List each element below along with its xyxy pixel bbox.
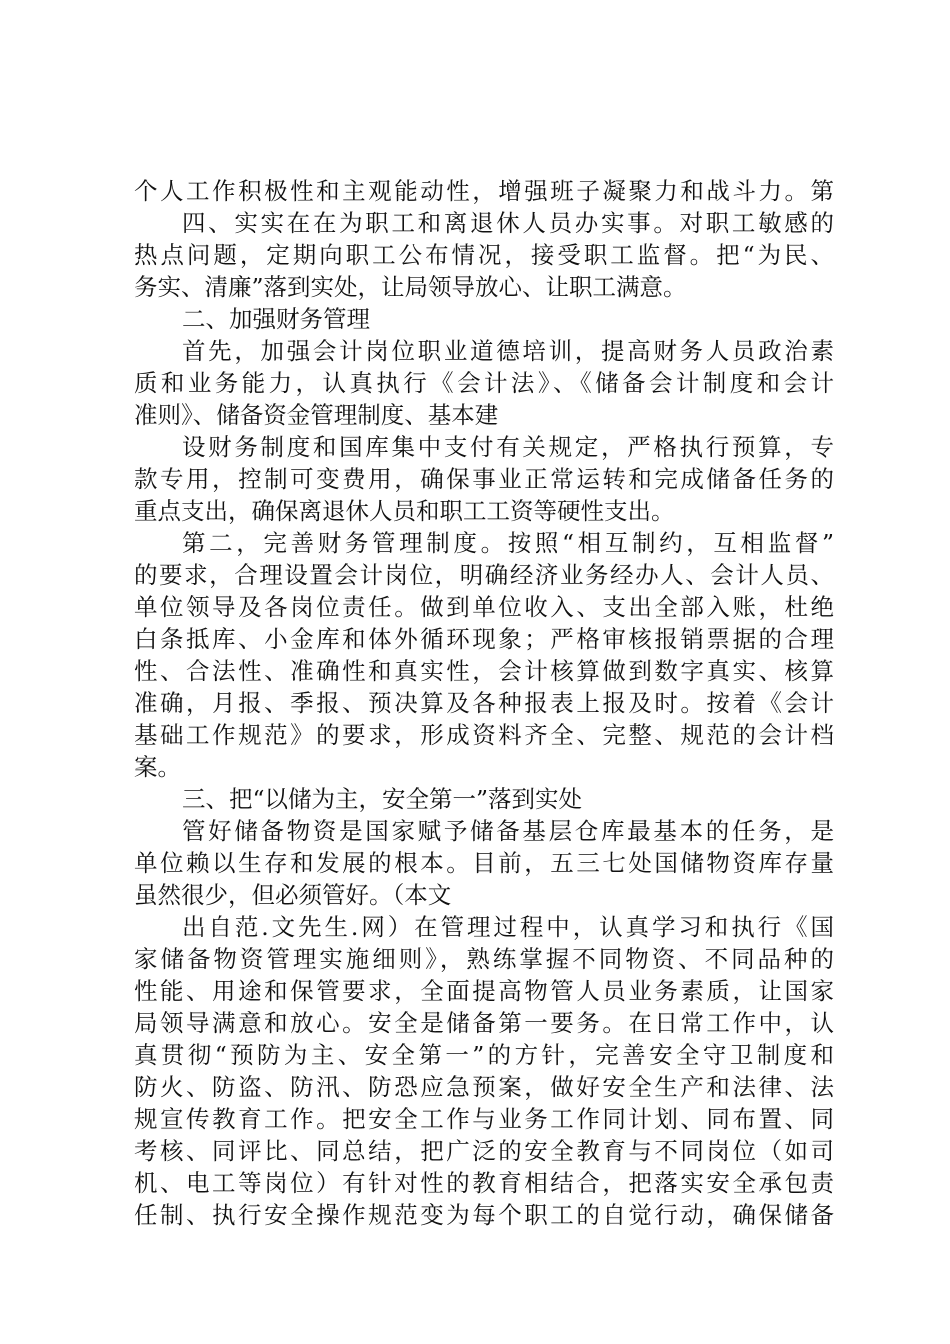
text-line: 的要求，合理设置会计岗位，明确经济业务经办人、会计人员、 xyxy=(134,561,834,589)
text-line: 设财务制度和国库集中支付有关规定，严格执行预算，专 xyxy=(182,433,834,461)
text-line: 首先，加强会计岗位职业道德培训，提高财务人员政治素 xyxy=(182,337,834,365)
text-line: 性、合法性、准确性和真实性，会计核算做到数字真实、核算 xyxy=(134,657,834,685)
text-line: 防火、防盗、防汛、防恐应急预案，做好安全生产和法律、法 xyxy=(134,1073,834,1101)
text-line: 个人工作积极性和主观能动性，增强班子凝聚力和战斗力。第 xyxy=(134,177,834,205)
text-line: 家储备物资管理实施细则》，熟练掌握不同物资、不同品种的 xyxy=(134,945,834,973)
text-line: 性能、用途和保管要求，全面提高物管人员业务素质，让国家 xyxy=(134,977,834,1005)
text-line: 热点问题，定期向职工公布情况，接受职工监督。把“为民、 xyxy=(134,241,834,269)
text-line: 质和业务能力，认真执行《会计法》、《储备会计制度和会计 xyxy=(134,369,834,397)
text-line: 单位赖以生存和发展的根本。目前，五三七处国储物资库存量 xyxy=(134,849,834,877)
text-line: 管好储备物资是国家赋予储备基层仓库最基本的任务，是 xyxy=(182,817,834,845)
text-line: 真贯彻“预防为主、安全第一”的方针，完善安全守卫制度和 xyxy=(134,1041,834,1069)
text-line: 案。 xyxy=(134,753,181,781)
text-line: 出自范.文先生.网）在管理过程中，认真学习和执行《国 xyxy=(182,913,834,941)
text-line: 白条抵库、小金库和体外循环现象；严格审核报销票据的合理 xyxy=(134,625,834,653)
text-line: 机、电工等岗位）有针对性的教育相结合，把落实安全承包责 xyxy=(134,1169,834,1197)
text-line: 务实、清廉”落到实处，让局领导放心、让职工满意。 xyxy=(134,273,687,301)
text-line: 虽然很少，但必须管好。（本文 xyxy=(134,881,452,909)
text-line: 任制、执行安全操作规范变为每个职工的自觉行动，确保储备 xyxy=(134,1201,834,1229)
text-line: 款专用，控制可变费用，确保事业正常运转和完成储备任务的 xyxy=(134,465,834,493)
text-line: 准则》、储备资金管理制度、基本建 xyxy=(134,401,499,429)
text-line: 第二，完善财务管理制度。按照“相互制约，互相监督” xyxy=(182,529,834,557)
section-heading: 三、把“以储为主，安全第一”落到实处 xyxy=(182,785,583,813)
text-line: 四、实实在在为职工和离退休人员办实事。对职工敏感的 xyxy=(182,209,834,237)
text-line: 基础工作规范》的要求，形成资料齐全、完整、规范的会计档 xyxy=(134,721,834,749)
text-line: 单位领导及各岗位责任。做到单位收入、支出全部入账，杜绝 xyxy=(134,593,834,621)
text-line: 准确，月报、季报、预决算及各种报表上报及时。按着《会计 xyxy=(134,689,834,717)
text-line: 局领导满意和放心。安全是储备第一要务。在日常工作中，认 xyxy=(134,1009,834,1037)
text-line: 规宣传教育工作。把安全工作与业务工作同计划、同布置、同 xyxy=(134,1105,834,1133)
section-heading: 二、加强财务管理 xyxy=(182,305,370,333)
text-line: 重点支出，确保离退休人员和职工工资等硬性支出。 xyxy=(134,497,675,525)
text-line: 考核、同评比、同总结，把广泛的安全教育与不同岗位（如司 xyxy=(134,1137,834,1165)
